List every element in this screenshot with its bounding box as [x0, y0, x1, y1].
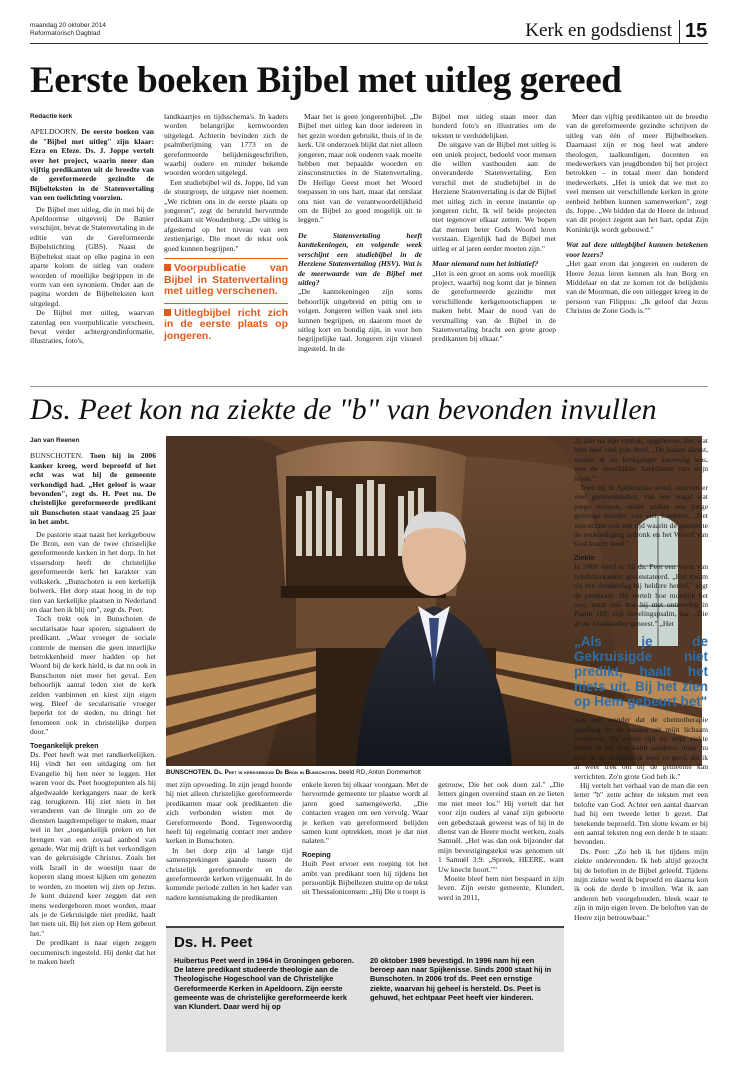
photo-caption: BUNSCHOTEN. Ds. Peet in kerkgebouw De Bron in Bunschoten. beeld RD, Anton Dommerholt — [166, 769, 421, 776]
article2-paragraph: Ds. Peet: „Zo heb ik het tijdens mijn ziekte ondervonden. Ik heb altijd gezocht bij de beloften in de Bijbel geleefd. Tijdens mijn ziekte werd ik beproefd en daarna kon ik ook de derde b invullen. Wat ik aan anderen heb voorgehouden, bleek waar te zijn in mijn eigen leven. De beloften van de Heere zijn betrouwbaar." — [574, 846, 708, 922]
article2-paragraph: De predikant is naar eigen zeggen oecumenisch ingesteld. Hij denkt dat het te maken heeft — [30, 938, 156, 966]
article2-paragraph: 22 jaar na zijn vertrek, opgeheven. Iets wat hem heel veel pijn deed. „De laatste dienst, waarin ik als kerkganger aanwezig was, was de moeilijkste kerkdienst van mijn leven." — [574, 436, 708, 483]
article1-question: Wat zal deze uitlegbijbel kunnen betekenen voor lezers? — [566, 240, 708, 259]
article2-paragraph: was een wonder dat de chemotherapie aansloeg en de kanker uit mijn lichaam verdween. De eerste tijd na mijn ziekte moest ik het nog kalm aandoen, maar nu voel ik me lichamelijk weer zo goed, dat ik al weer trek om bij de gemeente kan verrichten. Zo'n grote God heb ik." — [574, 715, 708, 781]
article2-paragraph: enkele keren bij elkaar voorgaan. Met de hervormde gemeente ter plaatse wordt al jaren goed samengewerkt. „Die contacten vragen om een vervolg. Waar je kerken van gereformeerd belijden samen kunt optrekken, moet je dat niet nalaten." — [302, 780, 428, 846]
article2-paragraph: De pastorie staat naast het kerkgebouw De Bron, een van de twee christelijke gereformeerde kerken in het dorp. In het vissersdorp heeft de christelijke gereformeerde kerk het karakter van volkskerk. „Bunschoten is een kerkelijk bolwerk. Het dorp staat hoog in de top tien van kerkelijke plaatsen in Nederland en daar ben ik blij om", zegt ds. Peet. — [30, 529, 156, 614]
article2-paragraph: Toch trekt ook in Bunschoten de secularisatie haar sporen, signaleert de predikant. „Waar vroeger de sociale controle de mensen die geen innerlijke betrokkenheid meer hadden op het Woord bij de kerk hield, is dat nu ook in Bunschoten niet meer het geval. Een behoorlijk aantal leden ziet de kerk zelden vanbinnen en kiest zijn eigen weg. Bleef de secularisatie vroeger beperkt tot de steden, nu dringt het fenomeen ook in christelijke dorpen door." — [30, 614, 156, 737]
article2-paragraph: Ds. Peet heeft wat met randkerkelijken. Hij vindt het een uitdaging om het Evangelie bij hen neer te leggen. Het waren voor ds. Peet hoogtepunten als hij afgedwaalde kerkgangers naar de kerk zag terugkeren. Hij ziet niets in het veranderen van de liturgie om zo de diensten laagdrempeliger te maken, maar wel in het „toegankelijk preken en het brengen van een zoyaal aanbod van genade. Wat mij drijft is het verkondigen van de gekruisigde Christus. Zoals het volk Israël in de woestijn naar de koperen slang moest kijken om genezen te worden, zo moeten wij zien op Jezus. Je kunt duizend keer zeggen dat een mens wedergeboren moet worden, maar als je de Gekruisigde niet predikt, haalt het niets uit. Bij het zien op Hem gebeurt het." — [30, 750, 156, 938]
article2-paragraph: Hij vertelt het verhaal van de man die een letter "b" zette achter de teksten met een belofte van God. Achter een aantal daarvan had hij een tweede letter b gezet. Dat betekende beproefd. Ten slotte kwam er bij een aantal teksten nog een derde b te staan: bevonden. — [574, 780, 708, 847]
article2-column-5 — [574, 436, 708, 1052]
article2-byline: Jan van Reenen — [30, 437, 80, 444]
article1-paragraph: Een studiebijbel wil ds. Joppe, lid van de stuurgroep, de uitgave niet noemen. „We richten ons in de eerste plaats op jongeren", zegt de hersteld hervormde predikant uit Woudenberg. „De uitleg is afgestemd op het niveau van een zestienjarige. Die moet de tekst ook goed kunnen begrijpen." — [164, 177, 288, 253]
article1-column-1 — [30, 112, 154, 380]
page-number: 15 — [685, 20, 708, 42]
orange-square-icon — [164, 309, 171, 316]
article-divider — [30, 386, 708, 387]
article1-headline: Eerste boeken Bijbel met uitleg gereed — [30, 60, 622, 101]
article1-column-2 — [164, 112, 288, 380]
orange-square-icon — [164, 264, 171, 271]
article1-lead: De eerste boeken van de "Bijbel met uitleg" zijn klaar: Ezra en Efeze. Ds. J. Joppe vertelt over het project, waarin meer dan vijftig predikanten uit de breedte van de gereformeerde gezindte de Bijbelteksten in de Statenvertaling van een toelichting voorzien. — [30, 127, 154, 203]
article2-headline: Ds. Peet kon na ziekte de "b" van bevonden invullen — [30, 393, 657, 426]
bio-infobox — [166, 926, 564, 1052]
article2-subhead: Ziekte — [574, 552, 595, 562]
article2-paragraph: getrouw, Die het ook doen zal." „Die letters gingen overeind staan en ze lieten me niet meer los." Hij vertelt dat het voor zijn ouders al vanaf zijn geboorte een gebedszaak geweest was of hij in de dienst van de Heere mocht werken, zoals Samuël. „Het was dan ook bijzonder dat mijn bevestigingstekst was genomen uit 1 Samuël 3:9: „Spreek, HEERE, want Uw knecht hoort."" — [438, 780, 564, 874]
article1-dateline: APELDOORN. — [30, 127, 78, 137]
masthead-divider — [679, 20, 680, 44]
article2-column-1 — [30, 436, 156, 1052]
article1-paragraph: „De kanttekeningen zijn soms behoorlijk uitgebreid en pittig om te volgen. Jongeren willen vaak snel iets kunnen begrijpen, en daarom moet de uitleg kort en bondig zijn, in voor hen begrijpelijke taal. Jongeren zijn visueel ingesteld. In de — [298, 287, 422, 353]
article2-subhead: Roeping — [302, 849, 331, 859]
article2-dateline: BUNSCHOTEN. — [30, 451, 83, 461]
article1-paragraph: Maar het is geen jongerenbijbel. „De Bijbel met uitleg kan door iedereen in het gezin worden gebruikt, thuis of in de kerk. Uit onderzoek blijkt dat niet alleen jongeren, maar ook ouderen vaak moeite hebben met bepaalde woorden en zinsconstructies in de Statenvertaling. De Heilige Geest moet het Woord toepassen in ons hart, maar dat ontslaat ons niet van de verantwoordelijkheid om de Bijbel zo goed mogelijk uit te leggen." — [298, 112, 422, 225]
article2-subhead: Toegankelijk preken — [30, 740, 99, 750]
article1-column-3 — [298, 112, 422, 380]
article1-byline: Redactie kerk — [30, 113, 73, 120]
masthead-paper: Reformatorisch Dagblad — [30, 30, 101, 37]
bio-infobox-text-2: 20 oktober 1989 bevestigd. In 1996 nam hij een beroep aan naar Spijkenisse. Sinds 2000 staat hij in Bunschoten. In 2006 trof ds. Peet een ernstige ziekte, waarvan hij geheel is hersteld. Ds. Peet is gehuwd, het echtpaar Peet heeft vier kinderen. — [370, 956, 552, 1002]
article1-column-4 — [432, 112, 556, 380]
article1-question: De Statenvertaling heeft kanttekeningen, en volgende week verschijnt een studiebijbel in de Herziene Statenvertaling (HSV). Wat is de meerwaarde van de Bijbel met uitleg? — [298, 230, 422, 287]
bio-infobox-text-1: Huibertus Peet werd in 1964 in Groningen geboren. De latere predikant studeerde theologie aan de Theologische Hogeschool van de Christelijke Gereformeerde Kerken in Apeldoorn. Zijn eerste gemeente was de christelijke gereformeerde kerk van Klundert. Daar werd hij op — [174, 956, 354, 1012]
article2-pullquote: „Als je de Gekruisigde niet predikt, haalt het niets uit. Bij het zien op Hem gebeurt het" — [574, 634, 708, 710]
masthead-date: maandag 20 oktober 2014 — [30, 22, 106, 29]
article2-paragraph: In 2006 werd er bij ds. Peet een vorm van lymfklierkanker geconstateerd. „Het kwam als een donderslag bij heldere hemel," zegt de predikant. Hij vertelt hoe moeilijk het was, maar ook hoe hij met ontroering in Psalm 103, zijn lievelingspsalm, las: „Die al uw krankheden geneest." „Het — [574, 562, 708, 628]
article2-paragraph: In het dorp zijn al lange tijd samensprekingen gaande tussen de christelijk gereformeerde en de gereformeerde kerken vrijgemaakt. In de komende periode zullen in het kader van nadere kennismaking de predikanten — [166, 845, 292, 902]
article1-question: Maar niemand nam het initiatief? — [432, 259, 539, 269]
article1-paragraph: De Bijbel met uitleg, waarvan zaterdag een voorpublicatie verscheen, bevat verder achtergrondinformatie, illustraties, foto's, — [30, 308, 154, 346]
article1-paragraph: De Bijbel met uitleg, die in mei bij de Apeldoornse uitgeverij De Banier verschijnt, bevat de Statenvertaling in de editie van de Gereformeerde Bijbelstichting (GBS). Naast de Bijbeltekst staat op elke pagina in een aparte kolom de uitleg van oudere woorden of moeilijke begrippen in de vorm van een synoniem. Onder aan de pagina worden de Bijbelteksten kort uitgelegd. — [30, 204, 154, 308]
article2-paragraph: Huib Peet ervoer een roeping tot het ambt van predikant toen hij tijdens het persoonlijk Bijbellezen stuitte op de tekst uit Thessalonicensen: „Hij Die u roept is — [302, 859, 428, 897]
article1-column-5 — [566, 112, 708, 380]
article2-paragraph: Moeite bleef hem niet bespaard in zijn leven. Zijn eerste gemeente, Klundert, werd in 2011, — [438, 874, 564, 902]
bio-infobox-title: Ds. H. Peet — [174, 934, 253, 951]
article1-pullquote-1: Voorpublicatie van Bijbel in Statenvertaling met uitleg verschenen. — [164, 258, 288, 298]
article1-paragraph: Bijbel met uitleg staan meer dan honderd foto's en illustraties om de teksten te verduidelijken. — [432, 112, 556, 140]
article1-paragraph: „Het gaat erom dat jongeren en ouderen de Heere Jezus leren kennen als hun Borg en Middelaar en dat ze komen tot de belijdenis van de Moorman, die een uitlegger kreeg in de persoon van Filippus: „Ik geloof dat Jezus Christus de Zone Gods is."" — [566, 259, 708, 316]
article1-paragraph: Meer dan vijftig predikanten uit de breedte van de gereformeerde gezindte schrijven de uitleg van één of meer Bijbelboeken. Daarnaast zijn er nog heel wat andere theologen, taalkundigen, docenten en medewerkers van jeugdbonden bij het project betrokken – in totaal meer dan honderd medewerkers. „Het is uniek dat we met zo veel mensen uit verschillende kerken in grote eenheid hebben kunnen samenwerken", zegt ds. Joppe. „We bidden dat de Heere de inhoud van dit project zegent aan het hart, opdat Zijn Koninkrijk wordt gebouwd." — [566, 112, 708, 234]
article2-paragraph: met zijn opvoeding. In zijn jeugd hoorde hij niet alleen christelijke gereformeerde predikanten maar ook predikanten die zich verbonden wisten met de Gereformeerde Bond. Tegenwoordig heeft hij regelmatig contact met andere kerken in Bunschoten. — [166, 780, 292, 846]
article1-pullquote-2: Uitlegbijbel richt zich in de eerste plaats op jongeren. — [164, 303, 288, 343]
article2-paragraph: Toen hij in Spijkenisse stond, stierven er veel gemeenteleden, van wie nogal wat jonge mensen, onder andere een jonge gelovige moeder van vier kinderen. „Het was echter ook een tijd waarin de gemeente de verkondiging indronk en het Woord van God kracht deed." — [574, 483, 708, 549]
article1-paragraph: landkaartjes en tijdsschema's. In kaders worden belangrijke kernwoorden uitgelegd. Achterin bevinden zich de psalmberijming van 1773 en de gereformeerde belijdenisgeschriften, waarbij oudere en minder bekende woorden worden uitgelegd. — [164, 112, 288, 178]
article1-paragraph: „Het is een groot en soms ook moeilijk project, waarbij nog komt dat je binnen de gereformeerde gezindte met verschillende kerkgenootschappen te maken hebt. Maar de nood van de versmalling van de Bijbel in de Statenvertaling bracht een grote groep predikanten bij elkaar." — [432, 268, 556, 344]
masthead-rule — [30, 43, 708, 44]
article2-lead: Toen hij in 2006 kanker kreeg, werd beproefd of het echt was wat hij de gemeente verkondigd had. „Het geloof is waar bevonden", zegt ds. H. Peet nu. De christelijke gereformeerde predikant uit Bunschoten staat vandaag 25 jaar in het ambt. — [30, 451, 156, 527]
article1-paragraph: De uitgave van de Bijbel met uitleg is een uniek project, bedoeld voor mensen die willen vasthouden aan de onveranderde Statenvertaling. Een verschil met de studiebijbel in de Herziene Statenvertaling is dat de Bijbel met uitleg zich in eerste instantie op jongeren richt. Ik wil beide projecten niet tegenover elkaar zetten. We hopen dat mensen beter Gods Woord leren verstaan. Eigenlijk had de Bijbel met uitleg er al jaren eerder moeten zijn." — [432, 140, 556, 253]
section-title: Kerk en godsdienst — [525, 20, 672, 41]
